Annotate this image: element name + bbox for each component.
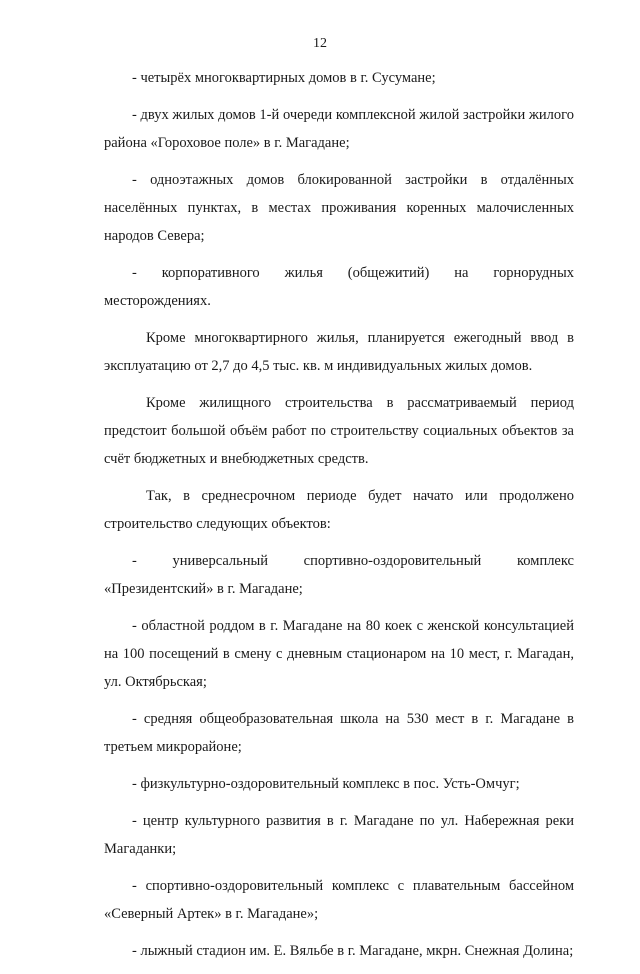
document-body bbox=[104, 64, 574, 974]
list-item-school-530: - средняя общеобразовательная школа на 530 мест в г. Магадане в третьем микрорайоне; bbox=[104, 711, 574, 755]
paragraph-social-objects: Кроме жилищного строительства в рассматриваемый период предстоит большой объём работ по строительству социальных объектов за счёт бюджетных и внебюджетных средств. bbox=[104, 395, 574, 467]
paragraph-individual-houses: Кроме многоквартирного жилья, планируется ежегодный ввод в эксплуатацию от 2,7 до 4,5 тыс. кв. м индивидуальных жилых домов. bbox=[104, 330, 574, 374]
list-item-prezidentsky-complex: - универсальный спортивно-оздоровительный комплекс «Президентский» в г. Магадане; bbox=[104, 553, 574, 597]
list-item-cultural-center: - центр культурного развития в г. Магадане по ул. Набережная реки Магаданки; bbox=[104, 813, 574, 857]
list-item-ski-stadium: - лыжный стадион им. Е. Вяльбе в г. Магадане, мкрн. Снежная Долина; bbox=[132, 943, 574, 959]
list-item-severny-artek: - спортивно-оздоровительный комплекс с плавательным бассейном «Северный Артек» в г. Магадане»; bbox=[104, 878, 574, 922]
paragraph-medium-term-intro: Так, в среднесрочном периоде будет начато или продолжено строительство следующих объектов: bbox=[104, 488, 574, 532]
list-item-blocked-houses: - одноэтажных домов блокированной застройки в отдалённых населённых пунктах, в местах проживания коренных малочисленных народов Севера; bbox=[104, 172, 574, 244]
list-item-ust-omchug-complex: - физкультурно-оздоровительный комплекс в пос. Усть-Омчуг; bbox=[132, 776, 520, 792]
page-number: 12 bbox=[313, 36, 327, 51]
list-item-four-apartment-buildings-susuman: - четырёх многоквартирных домов в г. Сусумане; bbox=[132, 70, 436, 86]
list-item-corporate-housing: - корпоративного жилья (общежитий) на горнорудных месторождениях. bbox=[104, 265, 574, 309]
list-item-gorokhovoe-pole: - двух жилых домов 1-й очереди комплексной жилой застройки жилого района «Гороховое поле» в г. Магадане; bbox=[104, 107, 574, 151]
list-item-maternity-hospital: - областной роддом в г. Магадане на 80 коек с женской консультацией на 100 посещений в смену с дневным стационаром на 10 мест, г. Магадан, ул. Октябрьская; bbox=[104, 618, 574, 690]
